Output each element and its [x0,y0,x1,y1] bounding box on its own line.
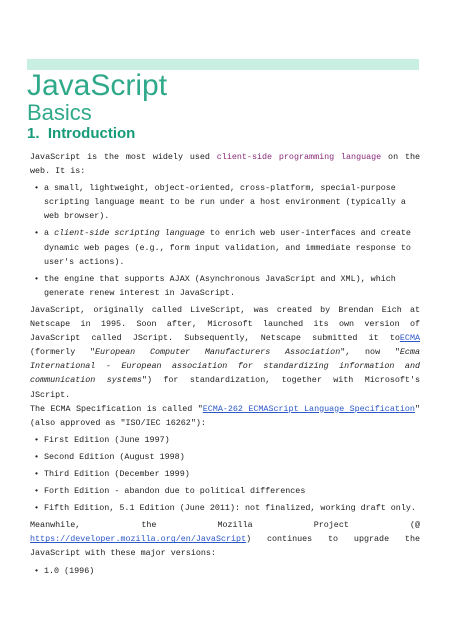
history-emphasis-2: Ecma International - European association for standardizing information and communication systems [30,347,420,386]
version-text: 1.0 (1996) [44,565,95,576]
list-item-text: a [44,228,55,239]
spec-text-end: " (also approved as "ISO/IEC 16262"): [30,403,420,428]
intro-text: JavaScript is the most widely used [30,152,217,162]
list-item [30,181,420,223]
list-item [30,484,420,498]
list-item [30,450,420,464]
list-item-text: a small, lightweight, object-oriented, cross-platform, special-purpose scripting language meant to be run under a host environment (typically a web browser). [44,183,406,222]
doc-subtitle: Basics [27,100,92,125]
history-text-2: (formerly " [30,347,95,358]
edition-text: Second Edition (August 1998) [44,451,185,462]
mozilla-text-end: ) continues to upgrade the JavaScript with these major versions: [30,534,420,559]
list-item [30,226,420,268]
bullet-icon: • [34,183,40,194]
list-item-text-end: to enrich web user-interfaces and create dynamic web pages (e.g., form input validation, and immediate response to user's actions). [44,228,411,267]
intro-text-end: on the web. It is: [30,152,421,177]
history-text-4: ") for standardization, together with Microsoft's JScript. [30,375,421,400]
editions-list [30,433,420,515]
list-item-text: the engine that supports AJAX (Asynchronous JavaScript and XML), which generate renew interest in JavaScript. [44,273,396,298]
spec-paragraph [30,402,420,430]
bullet-icon: • [34,565,40,576]
bullet-icon: • [34,434,40,445]
mozilla-link[interactable]: https://developer.mozilla.org/en/JavaScript [30,534,247,545]
bullet-icon: • [34,468,40,479]
edition-text: Fifth Edition, 5.1 Edition (June 2011): not finalized, working draft only. [44,503,416,514]
intro-highlight: client-side programming language [216,152,382,162]
list-item [30,467,420,481]
history-text: JavaScript, originally called LiveScript, was created by Brendan Eich at Netscape in 1995. Soon after, Microsoft launched its own version of JavaScript called JScript. Subsequently, Netscape submitted it to [30,304,420,344]
bullet-icon: • [34,486,40,497]
versions-list [30,564,420,578]
list-item [30,272,420,300]
intro-paragraph [30,150,420,178]
history-text-3: ", now " [340,347,400,358]
spec-link[interactable]: ECMA-262 ECMAScript Language Specification [202,403,415,414]
list-item [30,564,420,578]
doc-title: JavaScript [27,69,168,102]
spec-text: The ECMA Specification is called " [30,403,203,414]
bullet-icon: • [34,451,40,462]
history-emphasis-1: European Computer Manufacturers Association [95,347,341,358]
list-item [30,433,420,447]
mozilla-text: Meanwhile, the Mozilla Project (@ [30,520,420,531]
bullet-icon: • [34,228,40,239]
history-paragraph [30,303,420,402]
feature-list [30,181,420,300]
list-item [30,501,420,515]
list-item-emphasis: client-side scripting language [54,228,205,239]
section-number: 1. [27,125,40,142]
edition-text: Forth Edition - abandon due to political differences [44,486,306,497]
ecma-link[interactable]: ECMA [399,333,420,344]
edition-text: Third Edition (December 1999) [44,468,190,479]
section-heading [27,124,135,144]
bullet-icon: • [34,503,40,514]
edition-text: First Edition (June 1997) [44,434,170,445]
document-body [30,150,420,578]
section-title: Introduction [47,125,136,142]
mozilla-paragraph [30,518,420,560]
bullet-icon: • [34,273,40,284]
